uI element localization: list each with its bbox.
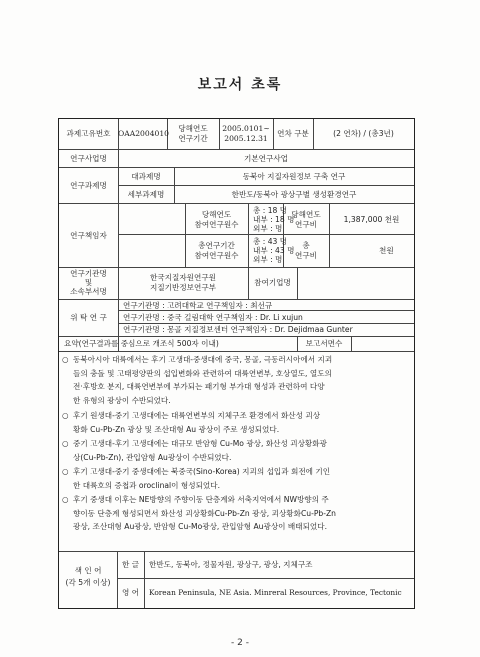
current-budget-label-1: 당해연도 xyxy=(291,210,321,219)
total-budget-label-1: 총 xyxy=(302,241,310,250)
summary-item xyxy=(62,437,412,464)
program-value: 기본연구사업 xyxy=(243,154,288,163)
row-divider xyxy=(118,234,414,235)
commission-row: 연구기관명 : 고려대학교 연구책임자 : 최선규 xyxy=(123,301,273,310)
bullet-marker: ○ xyxy=(62,439,69,448)
main-project-value: 동북아 지질자원정보 구축 연구 xyxy=(242,172,346,181)
total-staff-internal: 내부 : 43 명 xyxy=(253,246,295,255)
current-staff-label-2: 참여연구원수 xyxy=(194,220,239,229)
period-label-2: 연구기간 xyxy=(178,134,208,143)
col-divider xyxy=(248,203,249,267)
row-divider xyxy=(59,351,414,352)
commission-label: 위 탁 연 구 xyxy=(70,313,107,322)
year-value: (2 연차) / (총3년) xyxy=(333,129,394,138)
period-value-start: 2005.0101~ xyxy=(222,124,270,133)
row-divider xyxy=(59,203,414,204)
report-pages-label: 보고서면수 xyxy=(305,339,343,348)
korean-keywords-value: 한반도, 동북아, 정물자원, 광상구, 광상, 지체구조 xyxy=(149,560,313,569)
row-divider xyxy=(117,578,414,579)
summary-line: 전·후방호 분지, 대륙연변부에 부가되는 패기형 부가대 형성과 관련하여 다양 xyxy=(73,382,325,392)
main-project-label: 대과제명 xyxy=(131,172,161,181)
col-divider xyxy=(329,203,330,267)
korean-keywords-label: 한 글 xyxy=(121,560,140,569)
summary-item xyxy=(62,465,412,492)
summary-line: 후기 원생대-중기 고생대에는 대륙연변부의 지체구조 환경에서 화산성 괴상 xyxy=(73,411,321,420)
row-divider xyxy=(118,310,414,311)
bullet-marker: ○ xyxy=(62,495,69,504)
current-staff-total: 총 : 18 명 xyxy=(253,206,288,215)
sub-project-value: 한반도/동북아 광상구별 생성환경연구 xyxy=(231,190,357,199)
summary-line: 한 유형의 광상이 수반되었다. xyxy=(73,395,171,405)
page-title: 보고서 초록 xyxy=(197,77,283,93)
current-staff-label-1: 당해연도 xyxy=(201,210,232,219)
summary-item xyxy=(62,353,412,407)
year-label: 연차 구분 xyxy=(277,129,309,138)
report-abstract-table xyxy=(58,118,415,609)
period-value-end: 2005.12.31 xyxy=(224,134,268,143)
summary-line: 한 대륙호의 증첩과 oroclinal이 형성되었다. xyxy=(73,480,220,490)
col-divider xyxy=(351,336,352,351)
total-staff-external: 외부 : 명 xyxy=(253,255,283,264)
row-divider xyxy=(59,149,414,150)
project-id-value: OAA2004010 xyxy=(118,129,170,138)
summary-item xyxy=(62,493,412,534)
period-label-1: 당해연도 xyxy=(178,124,208,133)
col-divider xyxy=(144,551,145,608)
total-staff-total: 총 : 43 명 xyxy=(253,237,288,246)
row-divider xyxy=(59,167,414,168)
total-budget-label-2: 연구비 xyxy=(294,251,317,260)
project-title-label: 연구과제명 xyxy=(70,181,107,190)
commission-row: 연구기관명 : 중국 길림대학 연구책임자 : Dr. Li xujun xyxy=(123,313,303,322)
summary-line: 들의 충돌 및 고태평양판의 섭입변화와 관련하여 대륙연변부, 호상열도, 열도의 xyxy=(73,368,332,378)
institution-label-3: 소속부서명 xyxy=(70,287,107,296)
keywords-label: 색 인 어 xyxy=(74,566,102,575)
program-label: 연구사업명 xyxy=(70,154,107,163)
summary-item xyxy=(62,409,412,436)
english-keywords-value: Korean Peninsula, NE Asia. Minreral Resources, Province, Tectonic xyxy=(149,588,402,597)
bullet-marker: ○ xyxy=(62,355,69,364)
institution-name: 한국지질자원연구원 xyxy=(149,273,217,282)
project-id-label: 과제고유번호 xyxy=(66,129,111,138)
bullet-marker: ○ xyxy=(62,411,69,420)
summary-line: 중기 고생대-후기 고생대에는 대규모 반암형 Cu-Mo 광상, 화산성 괴상황화광 xyxy=(73,439,327,448)
summary-line: 상(Cu-Pb-Zn), 관입암형 Au광상이 수반되었다. xyxy=(73,452,232,462)
company-label: 참여기업명 xyxy=(254,278,291,287)
institution-dept: 지질기반정보연구부 xyxy=(149,283,217,292)
summary-line: 후기 고생대-중기 중생대에는 북중국(Sino-Korea) 지괴의 섭입과 회전에 기인 xyxy=(73,467,331,476)
row-divider xyxy=(118,323,414,324)
bullet-marker: ○ xyxy=(62,467,69,476)
current-budget-value: 1,387,000 천원 xyxy=(343,215,400,224)
col-divider xyxy=(297,267,298,299)
summary-line: 황화 Cu-Pb-Zn 광상 및 조산대형 Au 광상이 주로 생성되었다. xyxy=(73,424,280,434)
total-staff-label-1: 총연구기간 xyxy=(198,241,235,250)
researcher-label: 연구책임자 xyxy=(70,231,107,240)
institution-label-1: 연구기관명 xyxy=(70,269,107,278)
commission-row: 연구기관명 : 몽골 지질정보센터 연구책임자 : Dr. Dejidmaa Gunter xyxy=(123,325,353,334)
row-divider xyxy=(59,267,414,268)
total-budget-value: 천원 xyxy=(379,246,394,255)
summary-label: 요약(연구결과를 중심으로 개조식 500자 이내) xyxy=(64,339,219,348)
institution-label-2: 및 xyxy=(84,278,93,287)
keywords-sublabel: (각 5개 이상) xyxy=(65,578,111,587)
current-staff-internal: 내부 : 18 명 xyxy=(253,215,295,224)
sub-project-label: 세부과제명 xyxy=(127,190,165,199)
current-budget-label-2: 연구비 xyxy=(294,220,317,229)
row-divider xyxy=(118,185,414,186)
current-staff-external: 외부 : 명 xyxy=(253,224,283,233)
english-keywords-label: 영 어 xyxy=(121,588,140,597)
summary-line: 후기 중생대 이후는 NE방향의 주향이동 단층계와 서축지역에서 NW방향의 주 xyxy=(73,495,329,504)
row-divider xyxy=(59,336,414,337)
row-divider xyxy=(59,551,414,552)
summary-line: 동북아시아 대륙에서는 후기 고생대-중생대에 중국, 몽골, 극동러시아에서 지괴 xyxy=(73,355,333,364)
row-divider xyxy=(59,299,414,300)
summary-line: 광상, 조산대형 Au광상, 반암형 Cu-Mo광상, 관입암형 Au광상이 배태되었다. xyxy=(73,522,328,532)
page-number: - 2 - xyxy=(231,638,249,648)
summary-line: 향이동 단층계 형성되면서 화산성 괴상황화Cu-Pb-Zn 광상, 괴상황화Cu-Pb-Zn xyxy=(73,508,336,518)
total-staff-label-2: 참여연구원수 xyxy=(194,251,239,260)
